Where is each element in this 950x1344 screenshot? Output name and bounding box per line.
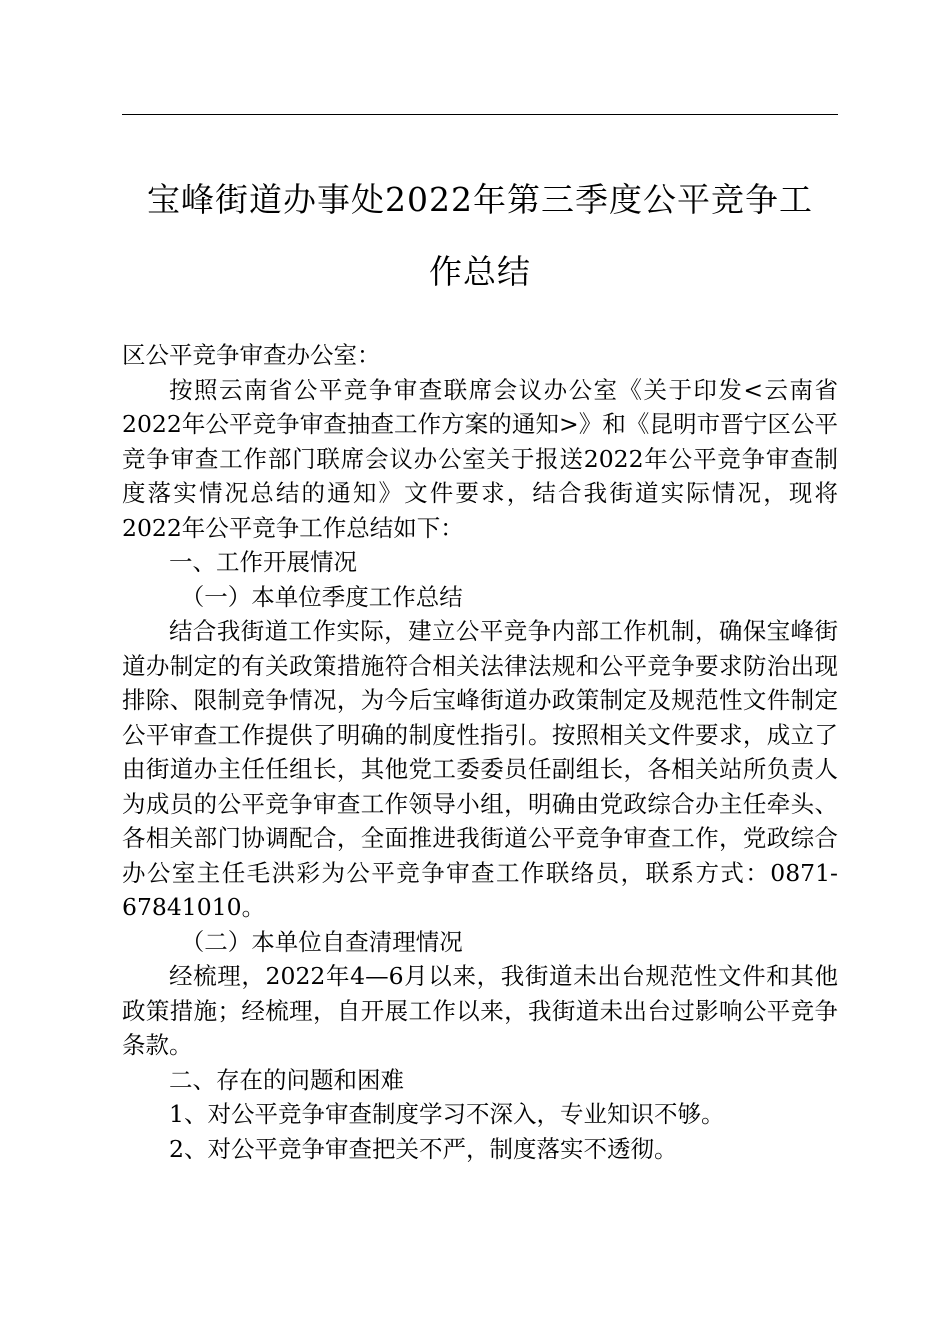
header-rule (122, 114, 838, 115)
salutation: 区公平竞争审查办公室： (122, 341, 381, 369)
heading-section-1: 一、工作开展情况 (169, 548, 357, 576)
document-title-line-1: 宝峰街道办事处2022年第三季度公平竞争工 (147, 180, 813, 219)
heading-section-2: 二、存在的问题和困难 (169, 1065, 404, 1094)
paragraph-self-check: 经梳理，2022年4—6月以来，我街道未出台规范性文件和其他政策措施；经梳理，自开展工作以来，我街道未出台过影响公平竞争条款。 (122, 962, 838, 1059)
document-title-line-2: 作总结 (429, 252, 531, 291)
paragraph-work-summary: 结合我街道工作实际，建立公平竞争内部工作机制，确保宝峰街道办制定的有关政策措施符合相关法律法规和公平竞争要求防治出现排除、限制竞争情况，为今后宝峰街道办政策制定及规范性文件制定公平审查工作提供了明确的制度性指引。按照相关文件要求，成立了由街道办主任任组长，其他党工委委员任副组长，各相关站所负责人为成员的公平竞争审查工作领导小组，明确由党政综合办主任牵头、各相关部门协调配合，全面推进我街道公平竞争审查工作，党政综合办公室主任毛洪彩为公平竞争审查工作联络员，联系方式：0871-67841010。 (122, 617, 838, 921)
heading-subsection-1: （一）本单位季度工作总结 (180, 582, 463, 611)
document-body (122, 338, 838, 1166)
list-item-problem-1: 1、对公平竞争审查制度学习不深入，专业知识不够。 (169, 1100, 725, 1128)
list-item-problem-2: 2、对公平竞争审查把关不严，制度落实不透彻。 (169, 1134, 678, 1163)
paragraph-intro: 按照云南省公平竞争审查联席会议办公室《关于印发<云南省2022年公平竞争审查抽查工作方案的通知>》和《昆明市晋宁区公平竞争审查工作部门联席会议办公室关于报送2022年公平竞争审查制度落实情况总结的通知》文件要求，结合我街道实际情况，现将2022年公平竞争工作总结如下： (122, 375, 838, 542)
heading-subsection-2: （二）本单位自查清理情况 (180, 927, 463, 956)
